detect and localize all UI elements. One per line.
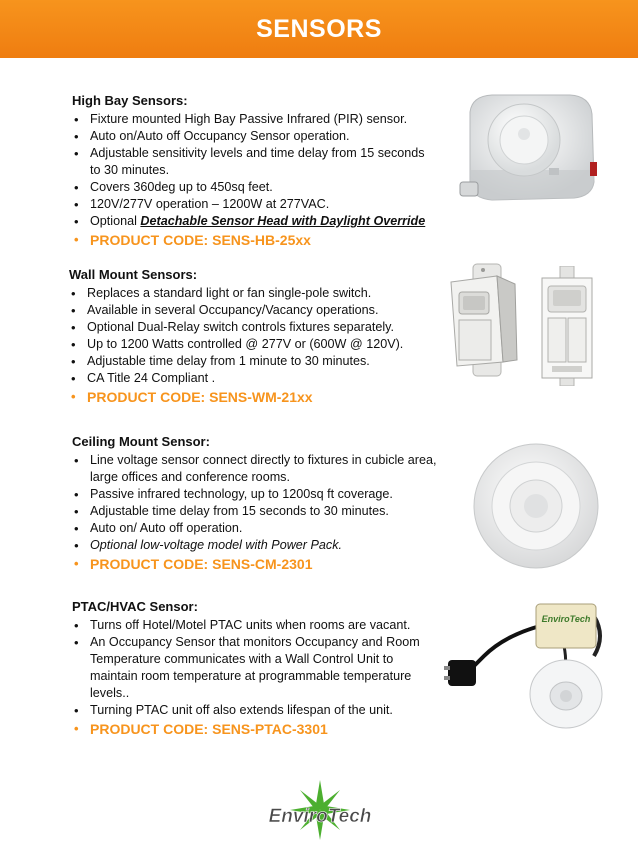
- list-item: • Auto on/Auto off Occupancy Sensor operation.: [72, 128, 432, 145]
- list-item: • 120V/277V operation – 1200W at 277VAC.: [72, 196, 432, 213]
- ptac-section: [72, 598, 434, 739]
- product-code: • PRODUCT CODE: SENS-CM-2301: [72, 554, 442, 574]
- wall-mount-title: Wall Mount Sensors:: [69, 267, 198, 282]
- logo-text: EnviroTech: [268, 806, 372, 827]
- list-item: • Covers 360deg up to 450sq feet.: [72, 179, 432, 196]
- list-item: • Optional low-voltage model with Power Pack.: [72, 537, 442, 554]
- list-item: • An Occupancy Sensor that monitors Occupancy and Room Temperature communicates with a Wall Control Unit to maintain room temperature at programmable temperature levels..: [72, 634, 434, 702]
- list-item: • Up to 1200 Watts controlled @ 277V or (600W @ 120V).: [69, 336, 439, 353]
- product-code: • PRODUCT CODE: SENS-PTAC-3301: [72, 719, 434, 739]
- high-bay-title: High Bay Sensors:: [72, 93, 188, 108]
- list-item: • Passive infrared technology, up to 1200sq ft coverage.: [72, 486, 442, 503]
- product-code: • PRODUCT CODE: SENS-WM-21xx: [69, 387, 439, 407]
- list-item: [72, 213, 432, 230]
- list-item: • Turning PTAC unit off also extends lifespan of the unit.: [72, 702, 434, 719]
- wall-mount-section: [69, 266, 439, 407]
- header-banner: [0, 0, 638, 58]
- device-label: EnviroTech: [541, 614, 591, 624]
- high-bay-list: [72, 111, 432, 250]
- ptac-title: PTAC/HVAC Sensor:: [72, 599, 198, 614]
- list-item: • Adjustable time delay from 1 minute to 30 minutes.: [69, 353, 439, 370]
- ceiling-section: [72, 433, 442, 574]
- list-item: • Fixture mounted High Bay Passive Infrared (PIR) sensor.: [72, 111, 432, 128]
- list-item: • CA Title 24 Compliant .: [69, 370, 439, 387]
- detachable-head-link[interactable]: Detachable Sensor Head with Daylight Override: [140, 214, 426, 228]
- wall-switch-sensor-image: [445, 262, 525, 380]
- list-item: • Available in several Occupancy/Vacancy operations.: [69, 302, 439, 319]
- ceiling-sensor-image: [470, 440, 602, 572]
- list-item: • Turns off Hotel/Motel PTAC units when rooms are vacant.: [72, 617, 434, 634]
- list-item: • Adjustable sensitivity levels and time delay from 15 seconds to 30 minutes.: [72, 145, 432, 179]
- ceiling-title: Ceiling Mount Sensor:: [72, 434, 210, 449]
- ceiling-list: [72, 452, 442, 574]
- list-item: • Replaces a standard light or fan single-pole switch.: [69, 285, 439, 302]
- high-bay-sensor-image: [452, 90, 610, 210]
- high-bay-section: [72, 92, 432, 250]
- wall-mount-list: [69, 285, 439, 407]
- list-item: • Adjustable time delay from 15 seconds to 30 minutes.: [72, 503, 442, 520]
- dual-relay-switch-image: [536, 266, 598, 386]
- list-item: • Optional Dual-Relay switch controls fixtures separately.: [69, 319, 439, 336]
- product-code: • PRODUCT CODE: SENS-HB-25xx: [72, 230, 432, 250]
- ptac-list: [72, 617, 434, 739]
- list-item: • Auto on/ Auto off operation.: [72, 520, 442, 537]
- page-title: SENSORS: [256, 14, 382, 43]
- ptac-sensor-image: [444, 596, 610, 730]
- envirotech-logo: [245, 780, 395, 846]
- optional-prefix: Optional: [90, 214, 141, 228]
- list-item: • Line voltage sensor connect directly to fixtures in cubicle area, large offices and conference rooms.: [72, 452, 442, 486]
